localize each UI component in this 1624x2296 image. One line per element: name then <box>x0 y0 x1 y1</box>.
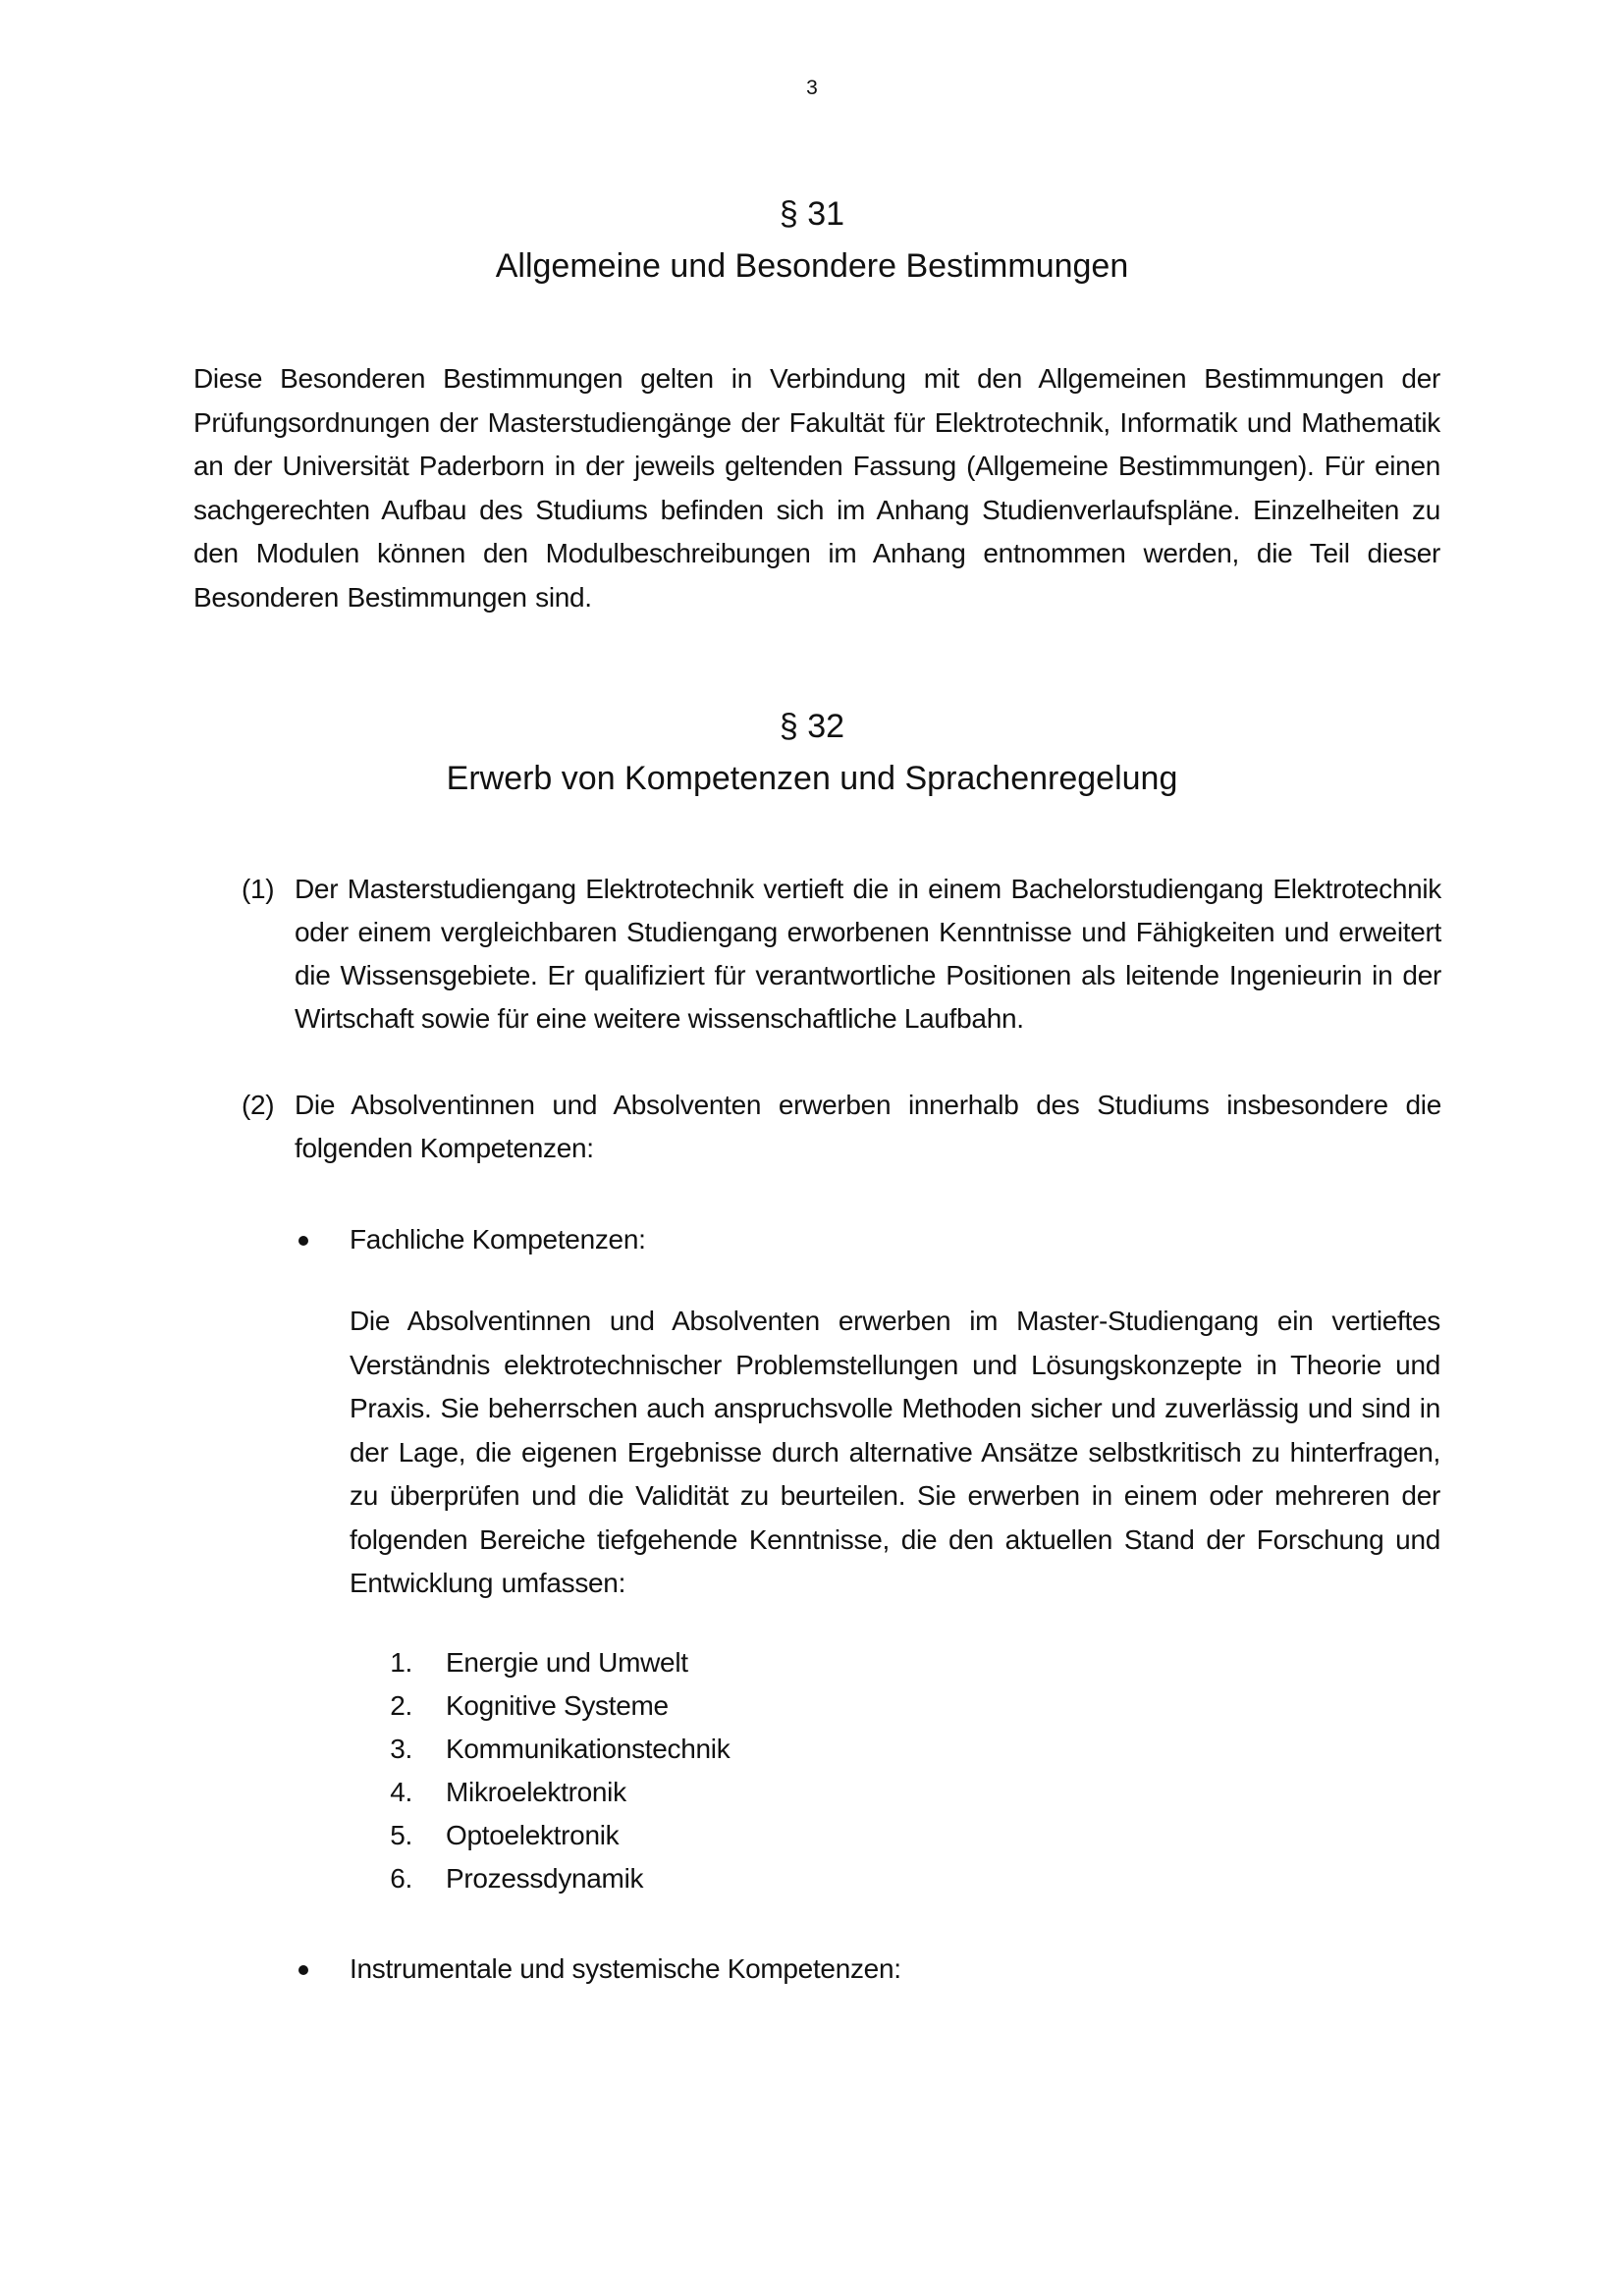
bullet-fachliche <box>298 1218 646 1261</box>
section-32-label: § 32 <box>779 708 845 745</box>
bullet-dot-icon <box>298 1236 308 1246</box>
item-text: Der Masterstudiengang Elektrotechnik vertieft die in einem Bachelorstudiengang Elektrotechnik oder einem vergleichbaren Studiengang erworbenen Kenntnisse und Fähigkeiten und erweitert die Wissensgebiete. Er qualifiziert für verantwortliche Positionen als leitende Ingenieurin in der Wirtschaft sowie für eine weitere wissenschaftliche Laufbahn. <box>295 874 1441 1034</box>
section-32-heading <box>0 701 1624 805</box>
list-item-number: 6. <box>390 1863 412 1894</box>
item-text: Die Absolventinnen und Absolventen erwerben innerhalb des Studiums insbesondere die folgenden Kompetenzen: <box>295 1090 1441 1163</box>
section-31-body: Diese Besonderen Bestimmungen gelten in Verbindung mit den Allgemeinen Bestimmungen der Prüfungsordnungen der Masterstudiengänge der Fakultät für Elektrotechnik, Informatik und Mathematik an der Universität Paderborn in der jeweils geltenden Fassung (Allgemeine Bestimmungen). Für einen sachgerechten Aufbau des Studiums befinden sich im Anhang Studienverlaufspläne. Einzelheiten zu den Modulen können den Modulbeschreibungen im Anhang entnommen werden, die Teil dieser Besonderen Bestimmungen sind. <box>193 363 1440 613</box>
list-item-label: Mikroelektronik <box>446 1777 626 1807</box>
list-item-label: Kommunikationstechnik <box>446 1734 731 1764</box>
bullet-dot-icon <box>298 1965 308 1975</box>
list-item-number: 3. <box>390 1734 412 1764</box>
section-32-title: Erwerb von Kompetenzen und Sprachenregelung <box>446 760 1178 797</box>
list-item-number: 2. <box>390 1690 412 1721</box>
section-32-item-2 <box>242 1084 1441 1170</box>
section-32-item-1 <box>242 868 1441 1041</box>
list-item-label: Prozessdynamik <box>446 1863 644 1894</box>
bullet-label: Fachliche Kompetenzen: <box>350 1224 646 1255</box>
section-31-label: § 31 <box>779 195 845 233</box>
page-number: 3 <box>806 77 818 99</box>
item-number: (2) <box>242 1090 275 1120</box>
item-number: (1) <box>242 874 275 904</box>
list-item-label: Energie und Umwelt <box>446 1647 688 1678</box>
list-item-label: Kognitive Systeme <box>446 1690 669 1721</box>
section-31-heading <box>0 188 1624 293</box>
list-item-label: Optoelektronik <box>446 1820 620 1850</box>
bullet-label: Instrumentale und systemische Kompetenzen: <box>350 1953 901 1984</box>
fachliche-body: Die Absolventinnen und Absolventen erwerben im Master-Studiengang ein vertieftes Verständnis elektrotechnischer Problemstellungen und Lösungskonzepte in Theorie und Praxis. Sie beherrschen auch anspruchsvolle Methoden sicher und zuverlässig und sind in der Lage, die eigenen Ergebnisse durch alternative Ansätze selbstkritisch zu hinterfragen, zu überprüfen und die Validität zu beurteilen. Sie erwerben in einem oder mehreren der folgenden Bereiche tiefgehende Kenntnisse, die den aktuellen Stand der Forschung und Entwicklung umfassen: <box>350 1306 1440 1598</box>
bullet-instrumentale <box>298 1948 901 1991</box>
list-item-number: 1. <box>390 1647 412 1678</box>
list-item-number: 4. <box>390 1777 412 1807</box>
section-31-title: Allgemeine und Besondere Bestimmungen <box>495 247 1129 285</box>
list-item-number: 5. <box>390 1820 412 1850</box>
